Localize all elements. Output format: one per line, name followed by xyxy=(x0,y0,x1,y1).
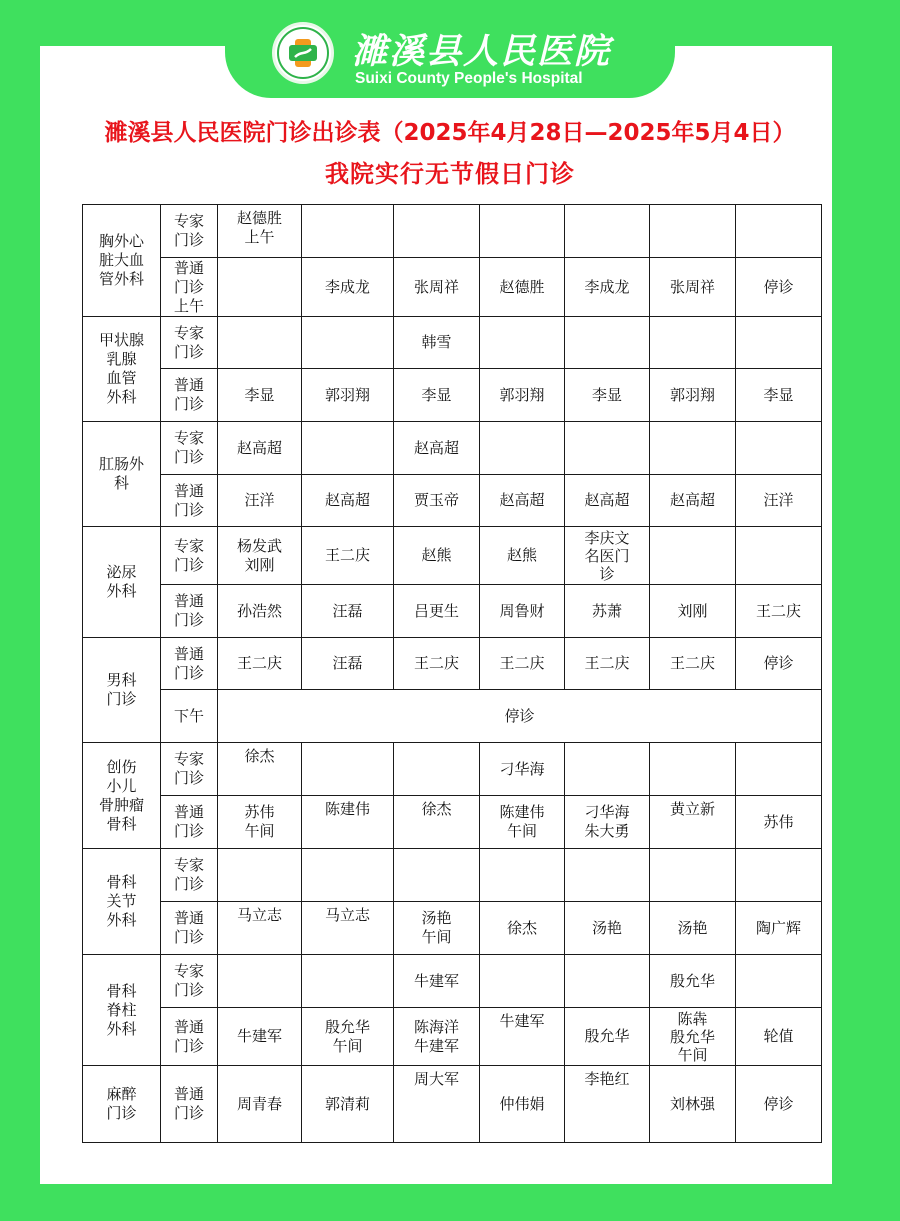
doctor-cell xyxy=(650,422,736,475)
doctor-cell xyxy=(565,205,650,258)
doctor-cell xyxy=(302,422,394,475)
doctor-cell xyxy=(302,317,394,369)
table-row xyxy=(83,369,822,422)
department-name: 创伤 小儿 骨肿瘤 骨科 xyxy=(98,757,144,833)
doctor-cell: 赵熊 xyxy=(394,527,480,585)
table-row xyxy=(83,205,822,258)
doctor-cell xyxy=(218,258,302,317)
outpatient-schedule-table xyxy=(82,204,822,1143)
clinic-type-cell: 普通 门诊 xyxy=(161,475,218,527)
doctor-cell: 王二庆 xyxy=(480,638,565,690)
doctor-cell xyxy=(736,205,822,258)
doctor-cell xyxy=(480,955,565,1008)
table-row xyxy=(83,1008,822,1066)
department-name: 胸外心 脏大血 管外科 xyxy=(98,232,144,288)
doctor-cell xyxy=(565,955,650,1008)
doctor-cell: 停诊 xyxy=(736,638,822,690)
clinic-type-cell: 普通 门诊 xyxy=(161,369,218,422)
doctor-cell: 汪洋 xyxy=(218,475,302,527)
table-row xyxy=(83,317,822,369)
doctor-cell xyxy=(650,205,736,258)
doctor-cell: 马立志 xyxy=(302,902,394,955)
doctor-cell: 王二庆 xyxy=(736,585,822,638)
doctor-cell: 徐杰 xyxy=(480,902,565,955)
table-row xyxy=(83,527,822,585)
table-row xyxy=(83,1066,822,1143)
doctor-cell: 郭清莉 xyxy=(302,1066,394,1143)
table-row xyxy=(83,585,822,638)
table-row xyxy=(83,849,822,902)
doctor-cell: 刘林强 xyxy=(650,1066,736,1143)
table-row xyxy=(83,258,822,317)
doctor-cell: 赵高超 xyxy=(302,475,394,527)
doctor-cell: 杨发武 刘刚 xyxy=(218,527,302,585)
doctor-cell: 苏伟 xyxy=(736,796,822,849)
doctor-cell: 赵德胜 xyxy=(480,258,565,317)
department-name: 泌尿 外科 xyxy=(106,563,137,600)
doctor-cell: 张周祥 xyxy=(650,258,736,317)
doctor-cell: 刘刚 xyxy=(650,585,736,638)
clinic-type-cell: 普通 门诊 上午 xyxy=(161,258,218,317)
doctor-cell: 汤艳 xyxy=(565,902,650,955)
hospital-logo-icon xyxy=(272,22,334,84)
doctor-cell xyxy=(218,317,302,369)
doctor-cell: 赵高超 xyxy=(394,422,480,475)
clinic-type-cell: 专家 门诊 xyxy=(161,743,218,796)
doctor-cell xyxy=(480,849,565,902)
doctor-cell: 郭羽翔 xyxy=(302,369,394,422)
doctor-cell: 李显 xyxy=(736,369,822,422)
doctor-cell: 徐杰 xyxy=(218,743,302,796)
doctor-cell: 殷允华 午间 xyxy=(302,1008,394,1066)
doctor-cell: 李成龙 xyxy=(302,258,394,317)
doctor-cell: 陶广辉 xyxy=(736,902,822,955)
doctor-cell xyxy=(480,317,565,369)
doctor-cell: 陈建伟 午间 xyxy=(480,796,565,849)
clinic-type-cell: 专家 门诊 xyxy=(161,422,218,475)
hospital-name-cn: 濉溪县人民医院 xyxy=(352,31,612,72)
doctor-cell xyxy=(394,743,480,796)
department-cell xyxy=(83,317,161,422)
doctor-cell: 韩雪 xyxy=(394,317,480,369)
doctor-cell: 汪磊 xyxy=(302,585,394,638)
doctor-cell xyxy=(650,527,736,585)
doctor-cell: 陈犇 殷允华 午间 xyxy=(650,1008,736,1066)
doctor-cell: 李显 xyxy=(394,369,480,422)
doctor-cell: 陈海洋 牛建军 xyxy=(394,1008,480,1066)
doctor-cell xyxy=(565,849,650,902)
doctor-cell: 牛建军 xyxy=(218,1008,302,1066)
doctor-cell xyxy=(736,317,822,369)
doctor-cell: 赵高超 xyxy=(650,475,736,527)
table-row xyxy=(83,743,822,796)
doctor-cell: 殷允华 xyxy=(565,1008,650,1066)
doctor-cell xyxy=(650,317,736,369)
doctor-cell: 赵高超 xyxy=(480,475,565,527)
department-name: 麻醉 门诊 xyxy=(106,1085,137,1122)
table-row xyxy=(83,690,822,743)
doctor-cell: 赵高超 xyxy=(565,475,650,527)
doctor-cell: 吕更生 xyxy=(394,585,480,638)
table-row xyxy=(83,475,822,527)
doctor-cell: 王二庆 xyxy=(565,638,650,690)
doctor-cell xyxy=(736,849,822,902)
doctor-cell: 李成龙 xyxy=(565,258,650,317)
doctor-cell xyxy=(565,317,650,369)
department-cell xyxy=(83,1066,161,1143)
doctor-cell xyxy=(302,955,394,1008)
table-row xyxy=(83,955,822,1008)
doctor-cell: 孙浩然 xyxy=(218,585,302,638)
doctor-cell xyxy=(650,849,736,902)
doctor-cell: 殷允华 xyxy=(650,955,736,1008)
doctor-cell xyxy=(302,743,394,796)
doctor-cell: 徐杰 xyxy=(394,796,480,849)
doctor-cell xyxy=(480,422,565,475)
doctor-cell xyxy=(218,849,302,902)
doctor-cell xyxy=(394,849,480,902)
doctor-cell: 周鲁财 xyxy=(480,585,565,638)
doctor-cell: 牛建军 xyxy=(394,955,480,1008)
doctor-cell: 王二庆 xyxy=(218,638,302,690)
doctor-cell: 苏萧 xyxy=(565,585,650,638)
doctor-cell: 李庆文 名医门 诊 xyxy=(565,527,650,585)
clinic-type-cell: 普通 门诊 xyxy=(161,1008,218,1066)
doctor-cell xyxy=(736,422,822,475)
clinic-type-cell: 普通 门诊 xyxy=(161,1066,218,1143)
clinic-type-cell: 专家 门诊 xyxy=(161,527,218,585)
clinic-type-cell: 专家 门诊 xyxy=(161,955,218,1008)
doctor-cell: 汤艳 午间 xyxy=(394,902,480,955)
clinic-type-cell: 专家 门诊 xyxy=(161,205,218,258)
doctor-cell: 周大军 xyxy=(394,1066,480,1143)
doctor-cell xyxy=(565,422,650,475)
department-cell xyxy=(83,955,161,1066)
merged-closed-cell: 停诊 xyxy=(218,690,822,743)
doctor-cell xyxy=(218,955,302,1008)
department-cell xyxy=(83,422,161,527)
doctor-cell: 贾玉帝 xyxy=(394,475,480,527)
department-name: 骨科 脊柱 外科 xyxy=(106,981,137,1038)
doctor-cell xyxy=(736,955,822,1008)
department-name: 骨科 关节 外科 xyxy=(106,873,137,929)
doctor-cell: 王二庆 xyxy=(650,638,736,690)
doctor-cell xyxy=(736,527,822,585)
clinic-type-cell: 普通 门诊 xyxy=(161,638,218,690)
clinic-type-cell: 下午 xyxy=(161,690,218,743)
doctor-cell: 陈建伟 xyxy=(302,796,394,849)
clinic-type-cell: 专家 门诊 xyxy=(161,849,218,902)
doctor-cell xyxy=(302,849,394,902)
doctor-cell: 汪磊 xyxy=(302,638,394,690)
doctor-cell: 王二庆 xyxy=(302,527,394,585)
doctor-cell: 赵高超 xyxy=(218,422,302,475)
doctor-cell: 汤艳 xyxy=(650,902,736,955)
doctor-cell: 黄立新 xyxy=(650,796,736,849)
doctor-cell: 马立志 xyxy=(218,902,302,955)
doctor-cell: 苏伟 午间 xyxy=(218,796,302,849)
doctor-cell: 轮值 xyxy=(736,1008,822,1066)
doctor-cell xyxy=(480,205,565,258)
department-cell xyxy=(83,849,161,955)
doctor-cell: 停诊 xyxy=(736,258,822,317)
department-name: 男科 门诊 xyxy=(106,671,137,708)
doctor-cell xyxy=(650,743,736,796)
doctor-cell: 李显 xyxy=(565,369,650,422)
doctor-cell: 王二庆 xyxy=(394,638,480,690)
page-subtitle: 我院实行无节假日门诊 xyxy=(325,160,575,188)
clinic-type-cell: 普通 门诊 xyxy=(161,585,218,638)
table-row xyxy=(83,902,822,955)
doctor-cell xyxy=(565,743,650,796)
doctor-cell xyxy=(736,743,822,796)
doctor-cell: 李艳红 xyxy=(565,1066,650,1143)
doctor-cell: 赵德胜 上午 xyxy=(218,205,302,258)
doctor-cell: 周青春 xyxy=(218,1066,302,1143)
doctor-cell xyxy=(394,205,480,258)
department-cell xyxy=(83,743,161,849)
doctor-cell: 停诊 xyxy=(736,1066,822,1143)
doctor-cell: 牛建军 xyxy=(480,1008,565,1066)
doctor-cell: 仲伟娟 xyxy=(480,1066,565,1143)
doctor-cell xyxy=(302,205,394,258)
table-row xyxy=(83,796,822,849)
page-title: 濉溪县人民医院门诊出诊表（2025年4月28日—2025年5月4日） xyxy=(104,120,796,146)
doctor-cell: 郭羽翔 xyxy=(650,369,736,422)
clinic-type-cell: 专家 门诊 xyxy=(161,317,218,369)
doctor-cell: 刁华海 xyxy=(480,743,565,796)
table-row xyxy=(83,422,822,475)
department-cell xyxy=(83,638,161,743)
hospital-name-en: Suixi County People's Hospital xyxy=(355,70,583,87)
doctor-cell: 汪洋 xyxy=(736,475,822,527)
doctor-cell: 赵熊 xyxy=(480,527,565,585)
doctor-cell: 刁华海 朱大勇 xyxy=(565,796,650,849)
department-cell xyxy=(83,205,161,317)
clinic-type-cell: 普通 门诊 xyxy=(161,796,218,849)
clinic-type-cell: 普通 门诊 xyxy=(161,902,218,955)
department-name: 甲状腺 乳腺 血管 外科 xyxy=(98,331,144,406)
department-name: 肛肠外 科 xyxy=(98,455,144,492)
department-cell xyxy=(83,527,161,638)
table-row xyxy=(83,638,822,690)
doctor-cell: 李显 xyxy=(218,369,302,422)
doctor-cell: 郭羽翔 xyxy=(480,369,565,422)
doctor-cell: 张周祥 xyxy=(394,258,480,317)
